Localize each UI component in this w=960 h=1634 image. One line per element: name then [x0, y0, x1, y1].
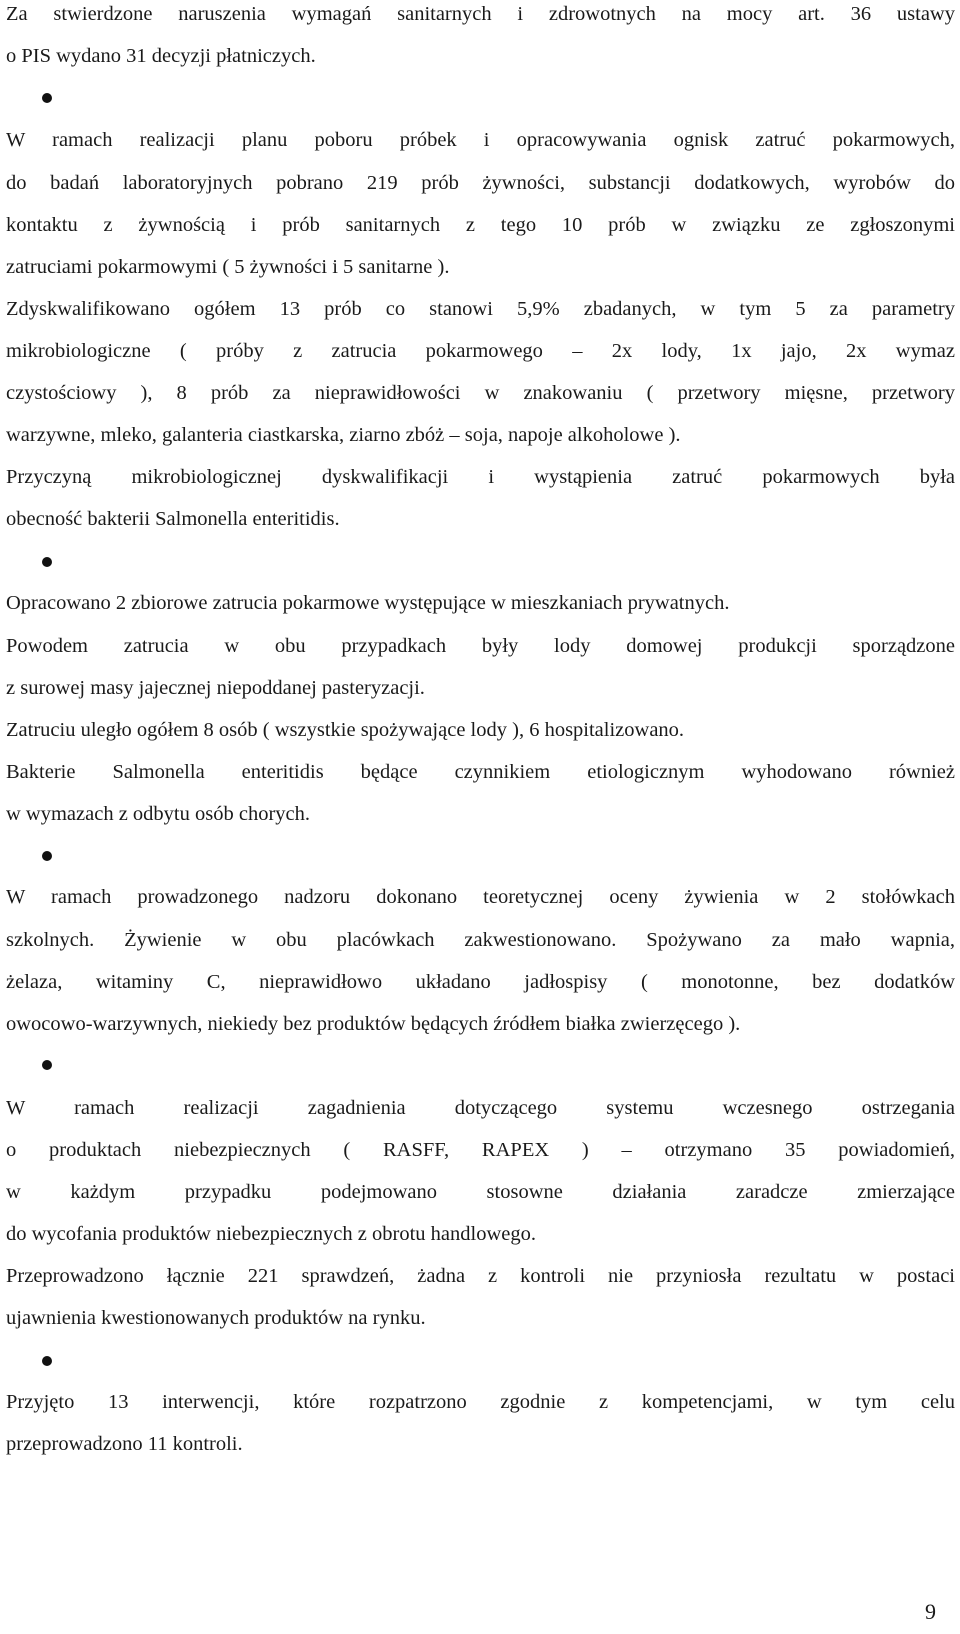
paragraph-line: szkolnych. Żywienie w obu placówkach zakwestionowano. Spożywano za mało wapnia,	[6, 929, 955, 951]
paragraph-line: o PIS wydano 31 decyzji płatniczych.	[6, 45, 316, 67]
paragraph-line: z surowej masy jajecznej niepoddanej pasteryzacji.	[6, 677, 425, 699]
paragraph-line: W ramach realizacji planu poboru próbek i opracowywania ognisk zatruć pokarmowych,	[6, 129, 955, 151]
paragraph-line: Przeprowadzono łącznie 221 sprawdzeń, żadna z kontroli nie przyniosła rezultatu w postaci	[6, 1265, 955, 1287]
page-number: 9	[925, 1599, 936, 1624]
paragraph-line: warzywne, mleko, galanteria ciastkarska, ziarno zbóż – soja, napoje alkoholowe ).	[6, 424, 681, 446]
paragraph-line: owocowo-warzywnych, niekiedy bez produktów będących źródłem białka zwierzęcego ).	[6, 1013, 741, 1035]
paragraph-line: w wymazach z odbytu osób chorych.	[6, 803, 310, 825]
paragraph-line: czystościowy ), 8 prób za nieprawidłowości w znakowaniu ( przetwory mięsne, przetwory	[6, 382, 955, 404]
paragraph-line: Opracowano 2 zbiorowe zatrucia pokarmowe występujące w mieszkaniach prywatnych.	[6, 592, 730, 614]
bullet-icon	[42, 93, 52, 103]
bullet-icon	[42, 557, 52, 567]
paragraph-line: Zatruciu uległo ogółem 8 osób ( wszystkie spożywające lody ), 6 hospitalizowano.	[6, 719, 685, 741]
paragraph-line: Przyjęto 13 interwencji, które rozpatrzono zgodnie z kompetencjami, w tym celu	[6, 1391, 955, 1413]
paragraph-line: W ramach prowadzonego nadzoru dokonano teoretycznej oceny żywienia w 2 stołówkach	[6, 886, 955, 908]
paragraph-line: w każdym przypadku podejmowano stosowne działania zaradcze zmierzające	[6, 1181, 955, 1203]
paragraph-line: do badań laboratoryjnych pobrano 219 prób żywności, substancji dodatkowych, wyrobów do	[6, 172, 955, 194]
paragraph-line: kontaktu z żywnością i prób sanitarnych z tego 10 prób w związku ze zgłoszonymi	[6, 214, 955, 236]
bullet-icon	[42, 1356, 52, 1366]
bullet-icon	[42, 1060, 52, 1070]
paragraph-line: Przyczyną mikrobiologicznej dyskwalifikacji i wystąpienia zatruć pokarmowych była	[6, 466, 955, 488]
paragraph-line: Bakterie Salmonella enteritidis będące czynnikiem etiologicznym wyhodowano również	[6, 761, 955, 783]
paragraph-line: Powodem zatrucia w obu przypadkach były lody domowej produkcji sporządzone	[6, 635, 955, 657]
paragraph-line: W ramach realizacji zagadnienia dotyczącego systemu wczesnego ostrzegania	[6, 1097, 955, 1119]
paragraph-line: Za stwierdzone naruszenia wymagań sanitarnych i zdrowotnych na mocy art. 36 ustawy	[6, 3, 955, 25]
paragraph-line: żelaza, witaminy C, nieprawidłowo układano jadłospisy ( monotonne, bez dodatków	[6, 971, 955, 993]
paragraph-line: ujawnienia kwestionowanych produktów na rynku.	[6, 1307, 426, 1329]
paragraph-line: przeprowadzono 11 kontroli.	[6, 1433, 243, 1455]
paragraph-line: Zdyskwalifikowano ogółem 13 prób co stanowi 5,9% zbadanych, w tym 5 za parametry	[6, 298, 955, 320]
paragraph-line: mikrobiologiczne ( próby z zatrucia pokarmowego – 2x lody, 1x jajo, 2x wymaz	[6, 340, 955, 362]
paragraph-line: obecność bakterii Salmonella enteritidis.	[6, 508, 340, 530]
paragraph-line: zatruciami pokarmowymi ( 5 żywności i 5 sanitarne ).	[6, 256, 450, 278]
paragraph-line: o produktach niebezpiecznych ( RASFF, RAPEX ) – otrzymano 35 powiadomień,	[6, 1139, 955, 1161]
bullet-icon	[42, 851, 52, 861]
paragraph-line: do wycofania produktów niebezpiecznych z obrotu handlowego.	[6, 1223, 536, 1245]
